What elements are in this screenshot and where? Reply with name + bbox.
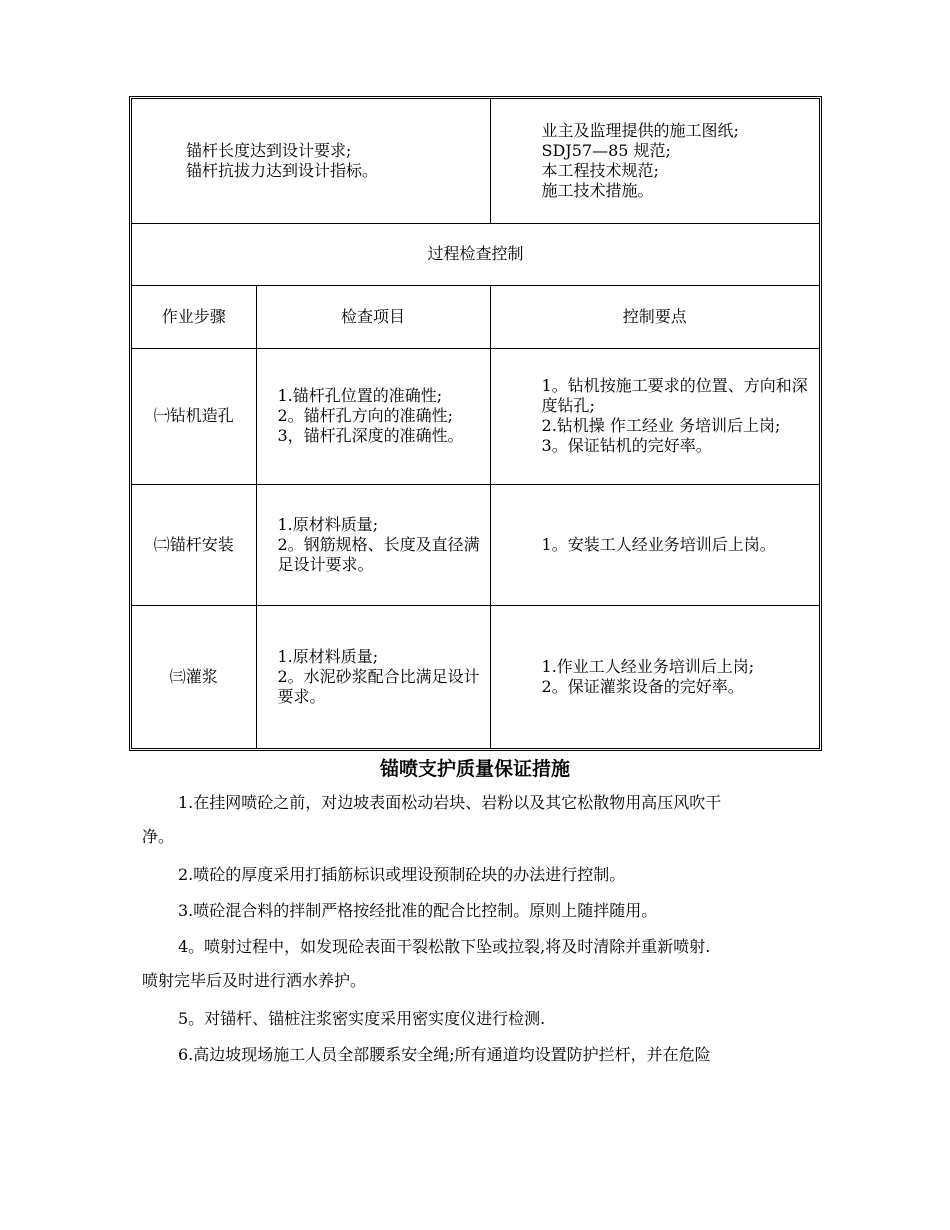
check-item: 1.原材料质量; — [277, 514, 379, 534]
measure-paragraph — [142, 894, 822, 928]
criteria-line: 锚杆长度达到设计要求; — [186, 140, 352, 160]
section-heading: 锚喷支护质量保证措施 — [379, 758, 570, 780]
criteria-line: 锚杆抗拔力达到设计指标。 — [186, 160, 379, 180]
check-items-cell — [256, 484, 490, 605]
paragraph-line: 4。喷射过程中，如发现砼表面干裂松散下坠或拉裂,将及时清除并重新喷射. — [178, 937, 711, 956]
measure-paragraph — [142, 1002, 822, 1036]
table-row — [132, 484, 819, 605]
control-point: 2。保证灌浆设备的完好率。 — [541, 676, 744, 696]
control-point: 1.作业工人经业务培训后上岗; — [541, 656, 755, 676]
reference-line: 施工技术措施。 — [541, 180, 654, 200]
check-item: 2。锚杆孔方向的准确性; — [277, 406, 454, 425]
paragraph-line: 6.高边坡现场施工人员全部腰系安全绳;所有通道均设置防护拦杆，并在危险 — [178, 1045, 711, 1064]
section-title-row — [132, 223, 819, 285]
paragraph-line: 2.喷砼的厚度采用打插筋标识或埋设预制砼块的办法进行控制。 — [178, 865, 626, 884]
check-items-cell — [256, 605, 490, 748]
measure-paragraph — [142, 1038, 822, 1072]
measure-paragraph — [142, 930, 822, 998]
measure-paragraph — [142, 786, 822, 854]
check-item: 3，锚杆孔深度的准确性。 — [277, 426, 464, 445]
control-point: 1。安装工人经业务培训后上岗。 — [541, 534, 776, 554]
preconditions-row — [132, 99, 819, 223]
header-points: 控制要点 — [490, 285, 819, 348]
paragraph-line: 1.在挂网喷砼之前，对边坡表面松动岩块、岩粉以及其它松散物用高压风吹干 — [178, 793, 722, 812]
control-points-cell — [490, 605, 819, 748]
quality-control-table — [132, 99, 819, 748]
check-item: 1.锚杆孔位置的准确性; — [277, 386, 443, 405]
table-row — [132, 605, 819, 748]
header-step: 作业步骤 — [132, 285, 256, 348]
check-item: 2。水泥砂浆配合比满足设计要求。 — [277, 666, 480, 706]
header-items: 检查项目 — [256, 285, 490, 348]
control-points-cell — [490, 484, 819, 605]
control-point: 3。保证钻机的完好率。 — [541, 436, 712, 455]
control-point: 2.钻机操 作工经业 务培训后上岗; — [541, 416, 781, 435]
check-item: 2。钢筋规格、长度及直径满足设计要求。 — [277, 534, 480, 574]
reference-line: 业主及监理提供的施工图纸; — [541, 120, 739, 140]
control-point: 1。钻机按施工要求的位置、方向和深度钻孔; — [541, 376, 808, 415]
paragraph-line: 3.喷砼混合料的拌制严格按经批准的配合比控制。原则上随拌随用。 — [178, 901, 658, 920]
paragraph-line: 5。对锚杆、锚桩注浆密实度采用密实度仪进行检测. — [178, 1009, 546, 1028]
control-points-cell — [490, 348, 819, 484]
paragraph-line: 净。 — [142, 827, 175, 846]
step-cell: ㈡锚杆安装 — [132, 484, 256, 605]
measure-paragraph — [142, 858, 822, 892]
paragraph-line: 喷射完毕后及时进行洒水养护。 — [142, 971, 367, 990]
header-row — [132, 285, 819, 348]
step-cell: ㈠钻机造孔 — [132, 348, 256, 484]
reference-documents-cell — [490, 99, 819, 223]
reference-line: SDJ57—85 规范; — [541, 140, 671, 160]
section-title: 过程检查控制 — [132, 223, 819, 285]
quality-control-table-frame — [129, 96, 822, 751]
check-items-cell — [256, 348, 490, 484]
check-item: 1.原材料质量; — [277, 646, 379, 666]
table-row — [132, 348, 819, 484]
step-cell: ㈢灌浆 — [132, 605, 256, 748]
reference-line: 本工程技术规范; — [541, 160, 659, 180]
acceptance-criteria-cell — [132, 99, 490, 223]
